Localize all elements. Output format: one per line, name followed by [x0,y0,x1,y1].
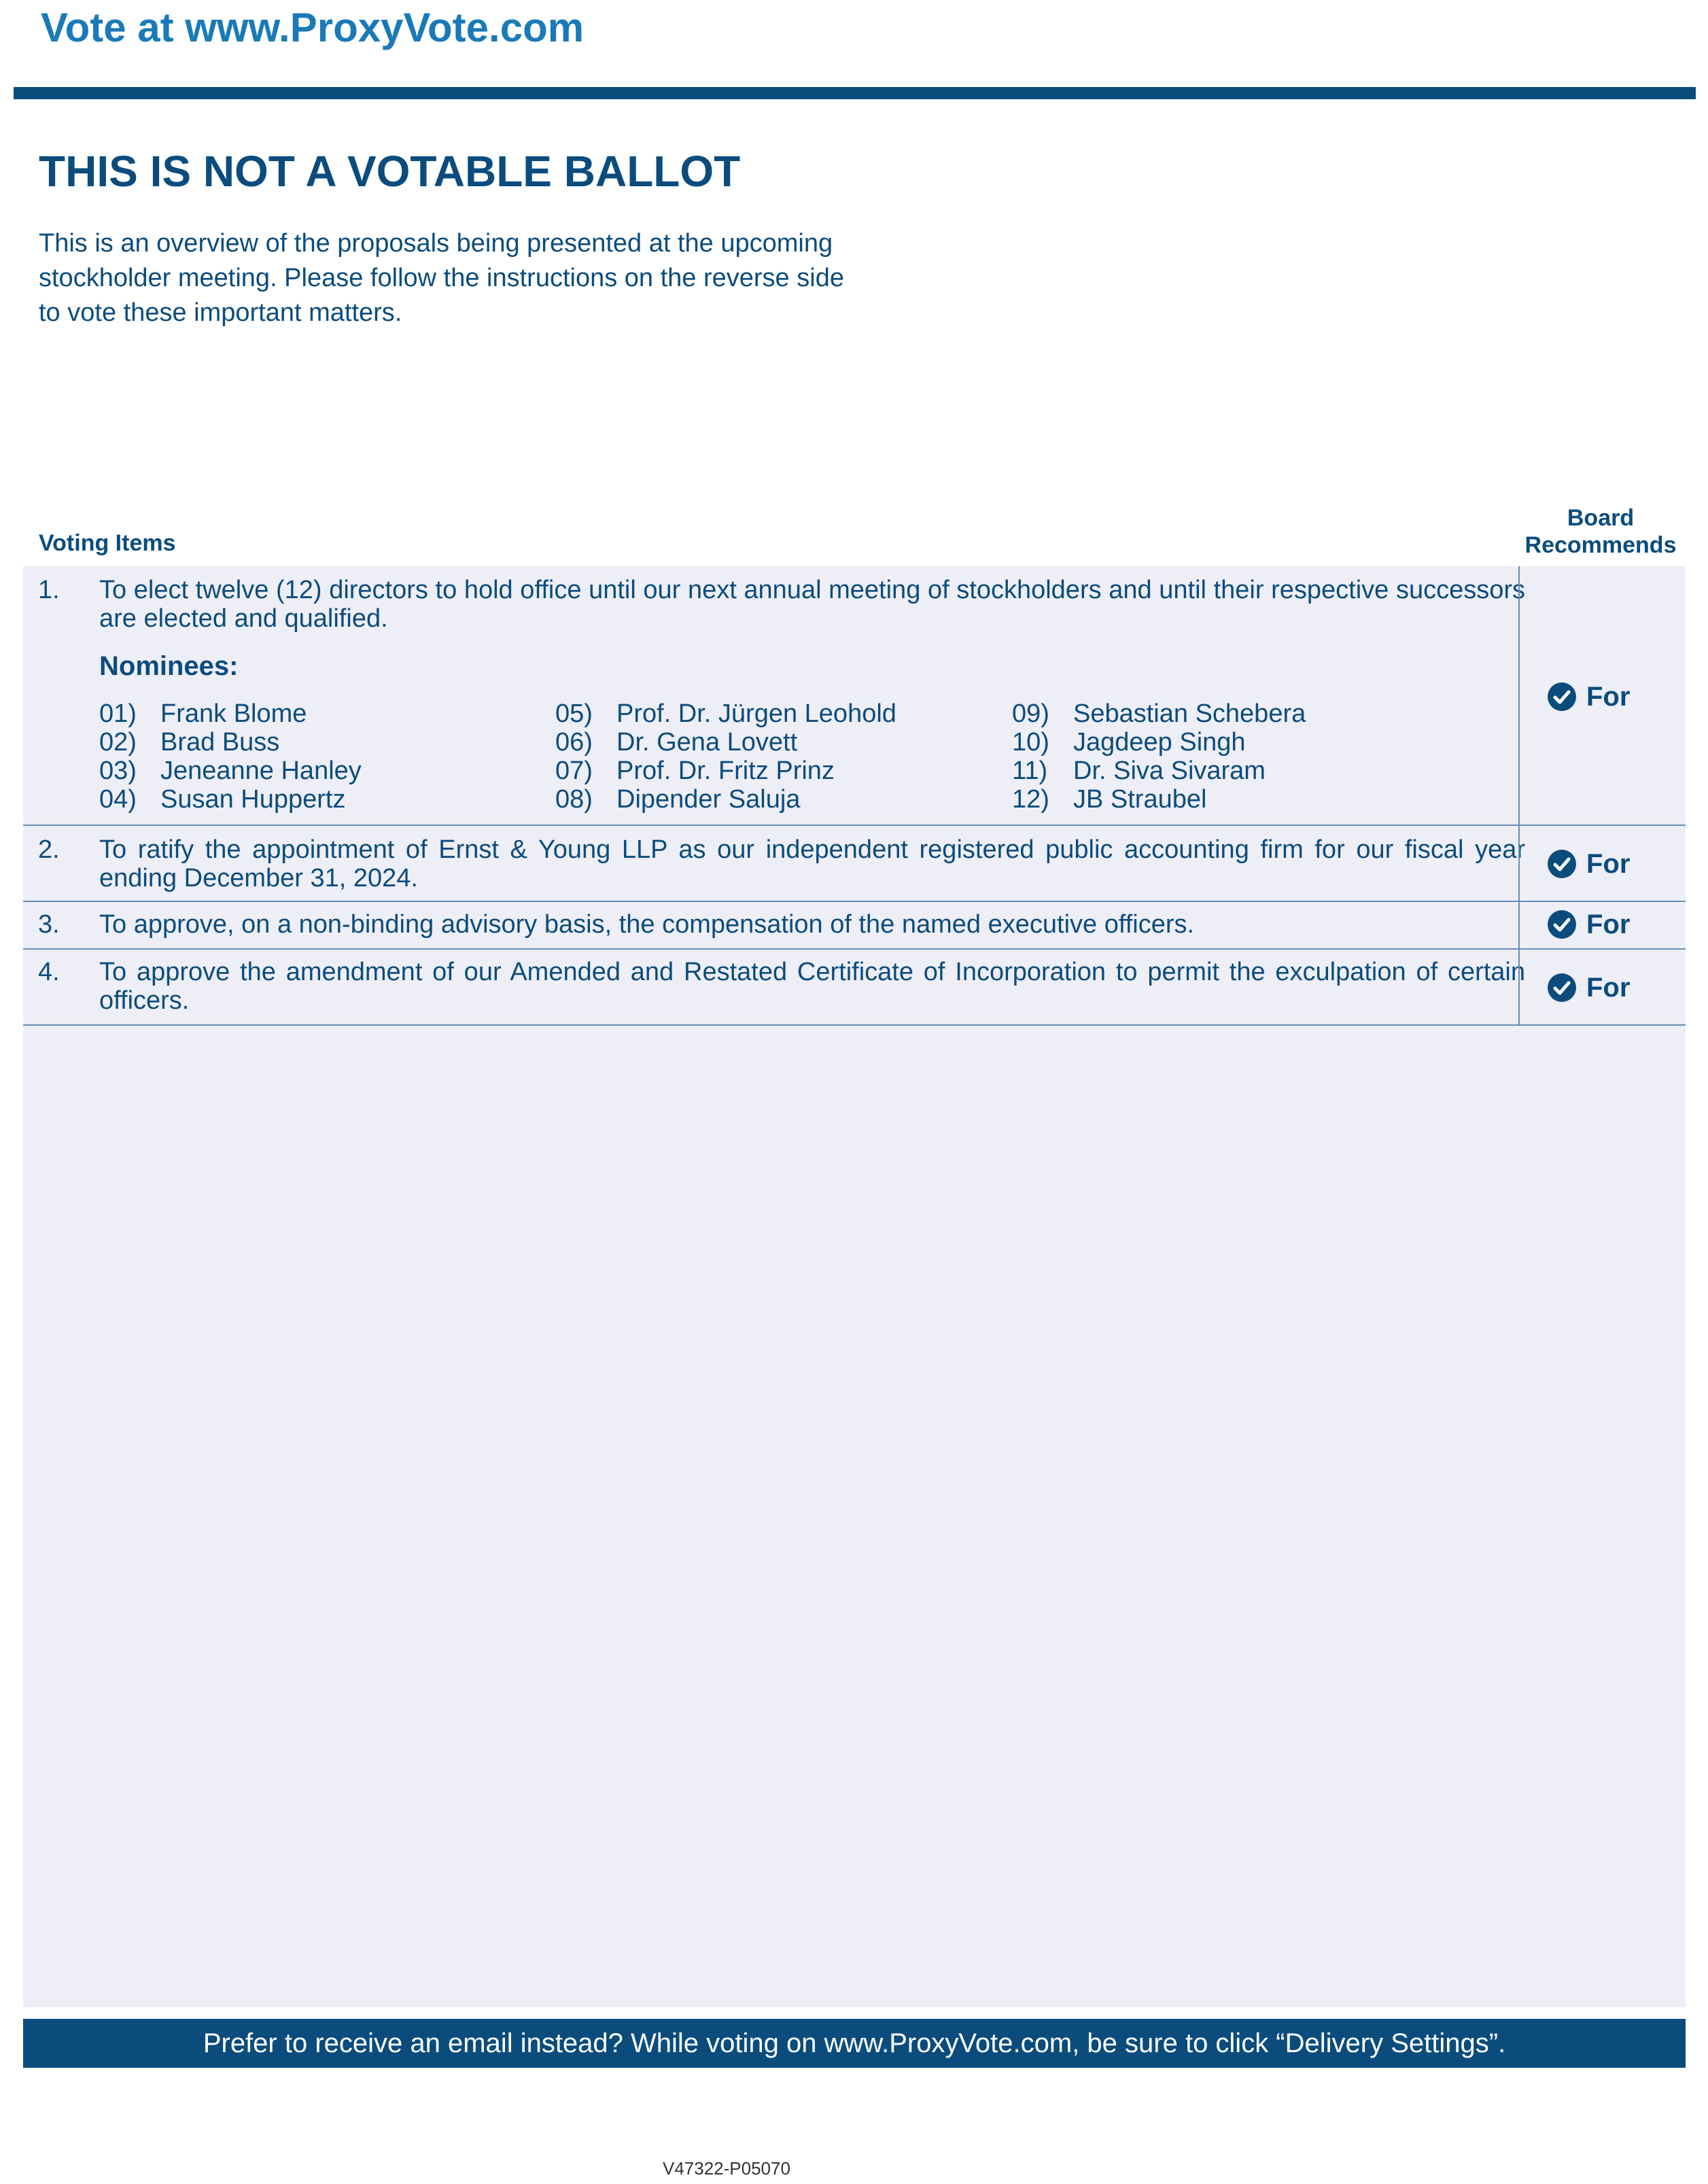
item-number: 1. [38,576,60,604]
nominee [1012,699,1306,728]
header-divider [14,87,1696,99]
nominee-number: 07) [555,757,593,785]
recommendation-label: For [1586,909,1631,939]
nominee-number: 04) [99,785,137,814]
nominees-label: Nominees: [99,651,239,681]
voting-item-4 [23,948,1686,1026]
nominee [99,699,307,728]
board-recommends-line1: Board [1567,505,1635,531]
nominee [1012,757,1266,785]
nominee-number: 08) [555,785,593,814]
board-recommendation [1518,948,1687,1024]
board-recommendation [1518,825,1687,901]
nominee-number: 05) [555,699,593,728]
nominee-name: Dipender Saluja [616,785,801,814]
nominee [1012,728,1246,757]
nominee-number: 09) [1012,699,1049,728]
nominee-number: 02) [99,728,137,757]
nominee-name: Prof. Dr. Jürgen Leohold [616,699,896,728]
item-text: To ratify the appointment of Ernst & Young LLP as our independent registered public accounting firm for our fiscal year ending December 31, 2024. [99,835,1525,892]
board-recommendation [1518,901,1687,948]
voting-item-2 [23,825,1686,902]
nominee-name: JB Straubel [1073,785,1207,814]
recommendation-label: For [1586,682,1631,712]
item-number: 3. [38,910,60,939]
nominee [555,757,835,785]
item-text: To elect twelve (12) directors to hold office until our next annual meeting of stockholders and until their respective successors are elected and qualified. [99,576,1525,633]
nominee-number: 06) [555,728,593,757]
proxyvote-link[interactable]: Vote at www.ProxyVote.com [41,5,585,50]
board-recommendation [1518,566,1687,825]
nominee-name: Dr. Siva Sivaram [1073,757,1266,785]
nominee [99,728,279,757]
nominee-number: 10) [1012,728,1049,757]
nominee-name: Susan Huppertz [160,785,346,814]
recommendation-label: For [1586,849,1631,879]
voting-item-3 [23,901,1686,950]
nominee-name: Dr. Gena Lovett [616,728,798,757]
check-circle-icon [1547,849,1577,879]
nominee-name: Prof. Dr. Fritz Prinz [616,757,835,785]
board-recommends-line2: Recommends [1524,532,1677,558]
nominee [555,785,800,814]
check-circle-icon [1547,909,1577,939]
nominee [1012,785,1206,814]
voting-item-1 [23,566,1686,826]
intro-text: This is an overview of the proposals being presented at the upcoming stockholder meeting. Please follow the instructions on the reverse side to vote these important matters. [39,229,844,327]
board-recommends-heading [1516,504,1686,559]
nominee-name: Jagdeep Singh [1073,728,1246,757]
nominee [555,699,896,728]
check-circle-icon [1547,682,1577,712]
nominee [99,757,362,785]
item-number: 2. [38,835,60,864]
nominee-name: Frank Blome [160,699,307,728]
page-title: THIS IS NOT A VOTABLE BALLOT [39,147,741,196]
item-text: To approve, on a non-binding advisory basis, the compensation of the named executive officers. [99,910,1195,939]
check-circle-icon [1547,973,1577,1003]
document-id: V47322-P05070 [663,2158,790,2179]
nominee-number: 11) [1012,757,1048,785]
nominee [555,728,797,757]
nominee [99,785,346,814]
delivery-settings-banner: Prefer to receive an email instead? While voting on www.ProxyVote.com, be sure to click “Delivery Settings”. [23,2019,1686,2068]
nominee-name: Sebastian Schebera [1073,699,1306,728]
item-text: To approve the amendment of our Amended and Restated Certificate of Incorporation to permit the exculpation of certain officers. [99,958,1525,1015]
nominee-number: 12) [1012,785,1049,814]
nominee-number: 01) [99,699,137,728]
nominee-name: Brad Buss [160,728,280,757]
nominee-name: Jeneanne Hanley [160,757,362,785]
voting-items-heading: Voting Items [39,530,176,556]
nominee-number: 03) [99,757,137,785]
recommendation-label: For [1586,973,1631,1003]
item-number: 4. [38,958,60,986]
